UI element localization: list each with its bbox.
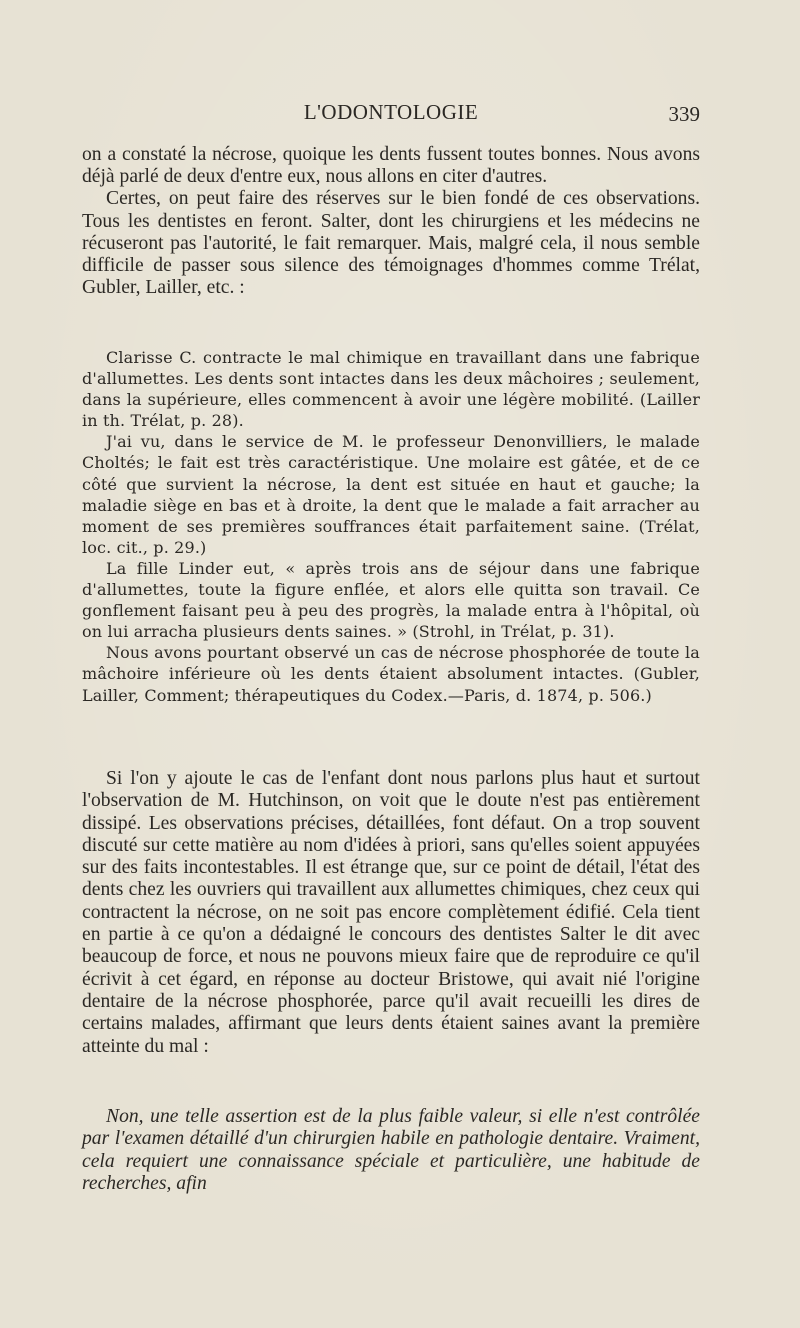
paragraph: La fille Linder eut, « après trois ans de séjour dans une fabrique d'allumettes, toute la figure enflée, et alors elle quitta son travail. Ce gonflement faisant peu à peu des progrès, la malade entra à l'hôpital, où on lui arracha plusieurs dents saines. » (Strohl, in Trélat, p. 31). [82,558,700,642]
paragraph: Si l'on y ajoute le cas de l'enfant dont nous parlons plus haut et surtout l'observation de M. Hutchinson, on voit que le doute n'est pas entièrement dissipé. Les observations précises, détaillées, font défaut. On a trop souvent discuté sur cette matière au nom d'idées à priori, sans qu'elles soient appuyées sur des faits incontestables. Il est étrange que, sur ce point de détail, l'état des dents chez les ouvriers qui travaillent aux allumettes chimiques, chez ceux qui contractent la nécrose, on ne soit pas encore complètement édifié. Cela tient en partie à ce qu'on a dédaigné le concours des dentistes Salter le dit avec beaucoup de force, et nous ne pouvons mieux faire que de reproduire ce qu'il écrivit à cet égard, en réponse au docteur Bristowe, qui avait nié l'origine dentaire de la nécrose phosphorée, parce qu'il avait recueilli les dires de certains malades, affirmant que leurs dents étaient saines avant la première atteinte du mal : [82,768,700,1057]
page-header [82,100,700,130]
italic-quotation-block [82,1106,700,1196]
paragraph: Nous avons pourtant observé un cas de nécrose phosphorée de toute la mâchoire inférieure où les dents étaient absolument intactes. (Gubler, Lailler, Comment; thérapeutiques du Codex.—Paris, d. 1874, p. 506.) [82,643,700,705]
paragraph: Certes, on peut faire des réserves sur le bien fondé de ces observations. Tous les dentistes en feront. Salter, dont les chirurgiens et les médecins ne récuseront pas l'autorité, le fait remarquer. Mais, malgré cela, il nous semble difficile de passer sous silence des témoignages d'hommes comme Trélat, Gubler, Lailler, etc. : [82,188,700,299]
paragraph: J'ai vu, dans le service de M. le professeur Denonvilliers, le malade Choltés; le fait est très caractéristique. Une molaire est gâtée, et de ce côté que survient la nécrose, la dent est située en haut et gauche; la maladie siège en bas et à droite, la dent que le malade a fait arracher au moment de ses premières souffrances était parfaitement saine. (Trélat, loc. cit., p. 29.) [82,432,700,557]
running-head: L'ODONTOLOGIE [303,100,479,124]
paragraph: on a constaté la nécrose, quoique les dents fussent toutes bonnes. Nous avons déjà parlé de deux d'entre eux, nous allons en citer d'autres. [82,144,700,188]
page-number: 339 [668,102,700,126]
paragraph: Clarisse C. contracte le mal chimique en travaillant dans une fabrique d'allumettes. Les dents sont intactes dans les deux mâchoires ; seulement, dans la supérieure, elles commencent à avoir une légère mobilité. (Lailler in th. Trélat, p. 28). [82,348,700,431]
body-text-block-2 [82,768,700,1058]
body-text-block-1 [82,144,700,299]
paragraph: Non, une telle assertion est de la plus faible valeur, si elle n'est contrôlée par l'examen détaillé d'un chirurgien habile en pathologie dentaire. Vraiment, cela requiert une connaissance spéciale et particulière, une habitude de recherches, afin [82,1106,700,1195]
quoted-observations-block [82,347,700,706]
